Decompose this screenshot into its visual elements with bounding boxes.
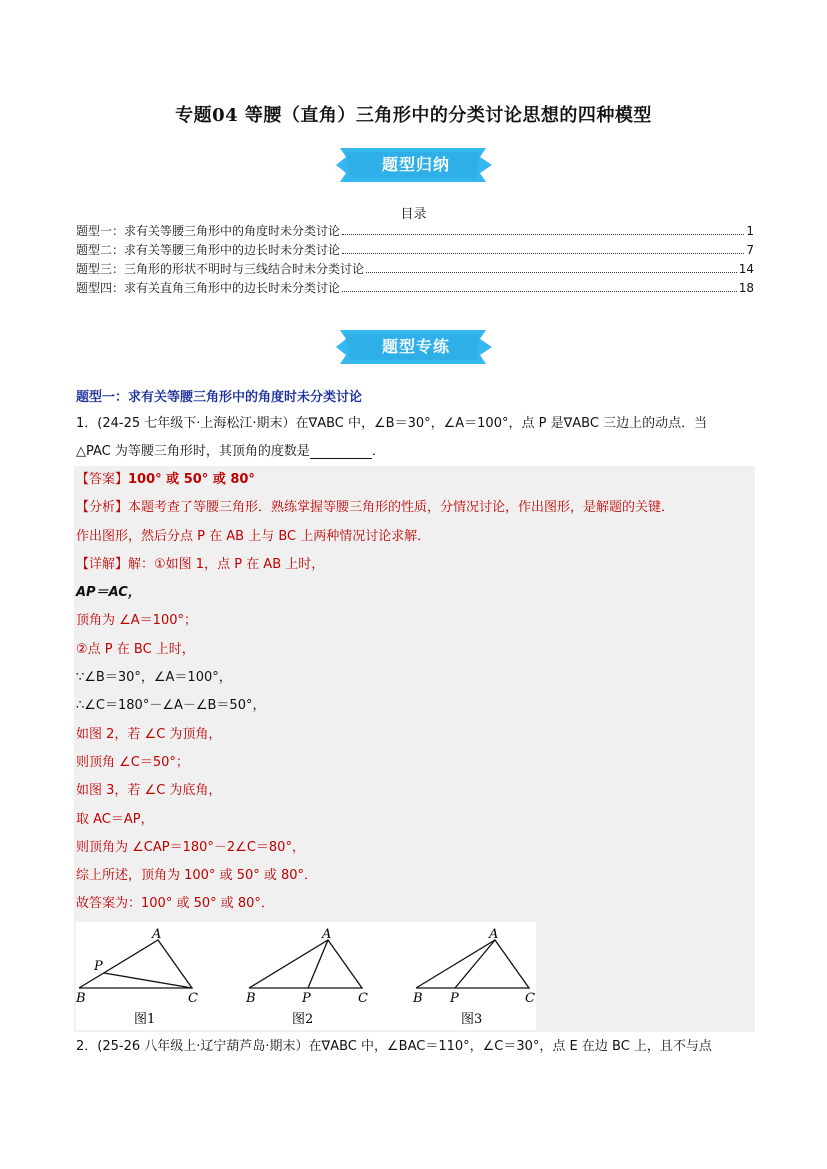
banner-practice-label: 题型专练 [381,337,450,356]
toc-item-label: 题型三：三角形的形状不明时与三线结合时未分类讨论 [76,262,365,276]
page-title: 专题04 等腰（直角）三角形中的分类讨论思想的四种模型 [175,105,652,126]
detail-tag: 【详解】 [76,556,129,572]
figure-2 [245,927,368,1027]
figure-3 [412,927,535,1027]
banner-summary-label: 题型归纳 [381,155,450,174]
toc-leader [342,291,737,292]
solution-line: 如图 3，若 ∠C 为底角， [76,783,222,799]
figure-label-B: B [76,991,86,1006]
toc-item-label: 题型四：求有关直角三角形中的边长时未分类讨论 [76,281,341,295]
toc-item-page: 14 [738,262,754,276]
figure-label-B: B [413,991,423,1006]
figure-label-A: A [322,927,332,942]
banner-practice [336,327,496,367]
figure-label-P: P [450,991,459,1006]
toc-heading: 目录 [400,207,427,222]
triangle-figures [76,922,536,1030]
figure-label-A: A [152,927,162,942]
solution-line: 则顶角为 ∠CAP＝180°－2∠C＝80°， [76,839,305,855]
question-1 [76,410,756,466]
question-1-end: ． [371,444,385,459]
solution-line: 取 AC＝AP， [76,811,154,827]
answer-blank [310,444,372,459]
figure-label-P: P [302,991,311,1006]
analysis-text: 本题考查了等腰三角形．熟练掌握等腰三角形的性质，分情况讨论，作出图形，是解题的关键． [128,500,675,516]
analysis-tag: 【分析】 [76,500,129,516]
figure-caption-1: 图1 [134,1012,156,1027]
figure-label-A: A [489,927,499,942]
question-2: 2．(25-26 八年级上·辽宁葫芦岛·期末）在∇ABC 中，∠BAC＝110°，∠C＝30°，点 E 在边 BC 上，且不与点 [76,1039,712,1054]
toc-item[interactable] [76,241,754,260]
question-1-line2 [76,438,756,466]
figure-label-B: B [246,991,256,1006]
toc-leader [342,234,744,235]
toc-item-page: 7 [746,243,754,257]
figure-caption-2: 图2 [292,1012,314,1027]
section-heading: 题型一：求有关等腰三角形中的角度时未分类讨论 [76,390,363,405]
toc-item[interactable] [76,279,754,298]
figure-caption-3: 图3 [461,1012,483,1027]
banner-summary [336,145,496,185]
figure-panel [76,922,536,1030]
question-1-text: △PAC 为等腰三角形时，其顶角的度数是 [76,444,310,459]
answer-content [76,466,754,919]
figure-label-P: P [94,959,103,974]
solution-line: 故答案为：100° 或 50° 或 80°． [76,896,274,912]
solution-line: AP＝AC， [76,585,141,601]
table-of-contents [76,222,754,298]
solution-line: ∴∠C＝180°－∠A－∠B＝50°， [76,698,266,714]
solution-line: ∵∠B＝30°，∠A＝100°， [76,670,232,686]
solution-line: 顶角为 ∠A＝100°； [76,613,197,629]
question-1-line1: 1．(24-25 七年级下·上海松江·期末）在∇ABC 中，∠B＝30°，∠A＝100°，点 P 是∇ABC 三边上的动点．当 [76,416,708,431]
toc-item-label: 题型一：求有关等腰三角形中的角度时未分类讨论 [76,224,341,238]
figure-1 [76,927,198,1027]
solution-line: 综上所述，顶角为 100° 或 50° 或 80°． [76,868,318,884]
solution-line: 则顶角 ∠C＝50°； [76,754,189,770]
detail-text: 解：①如图 1，点 P 在 AB 上时， [128,556,325,572]
figure-label-C: C [525,991,535,1006]
analysis-text-2: 作出图形，然后分点 P 在 AB 上与 BC 上两种情况讨论求解． [76,528,431,544]
toc-leader [366,272,737,273]
answer-tag: 【答案】 [76,472,129,487]
toc-item[interactable] [76,260,754,279]
figure-label-C: C [188,991,198,1006]
toc-item-page: 18 [738,281,754,295]
toc-item[interactable] [76,222,754,241]
toc-leader [342,253,744,254]
answer-value: 100° 或 50° 或 80° [128,472,255,487]
solution-line: 如图 2，若 ∠C 为顶角， [76,726,222,742]
toc-item-label: 题型二：求有关等腰三角形中的边长时未分类讨论 [76,243,341,257]
solution-line: ②点 P 在 BC 上时， [76,641,195,657]
figure-label-C: C [358,991,368,1006]
toc-item-page: 1 [746,224,754,238]
